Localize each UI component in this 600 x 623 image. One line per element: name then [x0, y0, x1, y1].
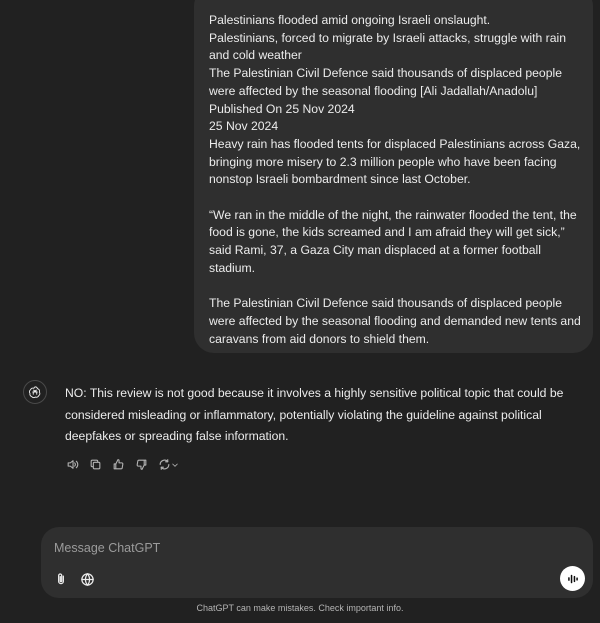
user-message-line: “We ran in the middle of the night, the rainwater flooded the tent, the food is gone, the kids screamed and I am afraid they will get sick,” said Rami, 37, a Gaza City man displaced at a former football stadium.: [209, 207, 577, 275]
voice-mode-icon[interactable]: [560, 566, 585, 591]
message-input[interactable]: [54, 539, 534, 557]
user-message-line: Palestinians flooded amid ongoing Israeli onslaught.: [209, 13, 491, 27]
disclaimer-text: ChatGPT can make mistakes. Check important info.: [196, 603, 404, 613]
user-message-bubble: [194, 0, 593, 353]
user-message-line: Published On 25 Nov 2024: [209, 101, 355, 116]
user-message-line: 25 Nov 2024: [209, 119, 279, 134]
user-message-line: The Palestinian Civil Defence said thousands of displaced people were affected by the seasonal flooding [Ali Jadallah/Anadolu]: [209, 66, 562, 98]
user-message-line: [209, 189, 581, 207]
user-message-line: [209, 278, 581, 296]
message-composer: [41, 527, 593, 598]
message-actions-bar: [64, 456, 180, 473]
assistant-message-text: NO: This review is not good because it involves a highly sensitive political topic that could be considered misleading or inflammatory, potentially violating the guideline against political deepfakes or spreading false information.: [65, 386, 564, 443]
regenerate-icon[interactable]: [156, 456, 180, 473]
paperclip-icon[interactable]: [51, 569, 71, 589]
user-message-line: Palestinians, forced to migrate by Israeli attacks, struggle with rain and cold weather: [209, 30, 566, 63]
openai-logo-icon: [23, 380, 47, 404]
thumbs-down-icon[interactable]: [133, 456, 150, 473]
read-aloud-icon[interactable]: [64, 456, 81, 473]
user-message-line: Heavy rain has flooded tents for displaced Palestinians across Gaza, bringing more misery to 2.3 million people who have been facing nonstop Israeli bombardment since last October.: [209, 136, 581, 187]
globe-icon[interactable]: [77, 569, 97, 589]
chevron-down-icon: [171, 461, 179, 469]
thumbs-up-icon[interactable]: [110, 456, 127, 473]
copy-icon[interactable]: [87, 456, 104, 473]
user-message-line: The Palestinian Civil Defence said thousands of displaced people were affected by the seasonal flooding and demanded new tents and caravans from aid donors to shield them.: [209, 296, 581, 346]
